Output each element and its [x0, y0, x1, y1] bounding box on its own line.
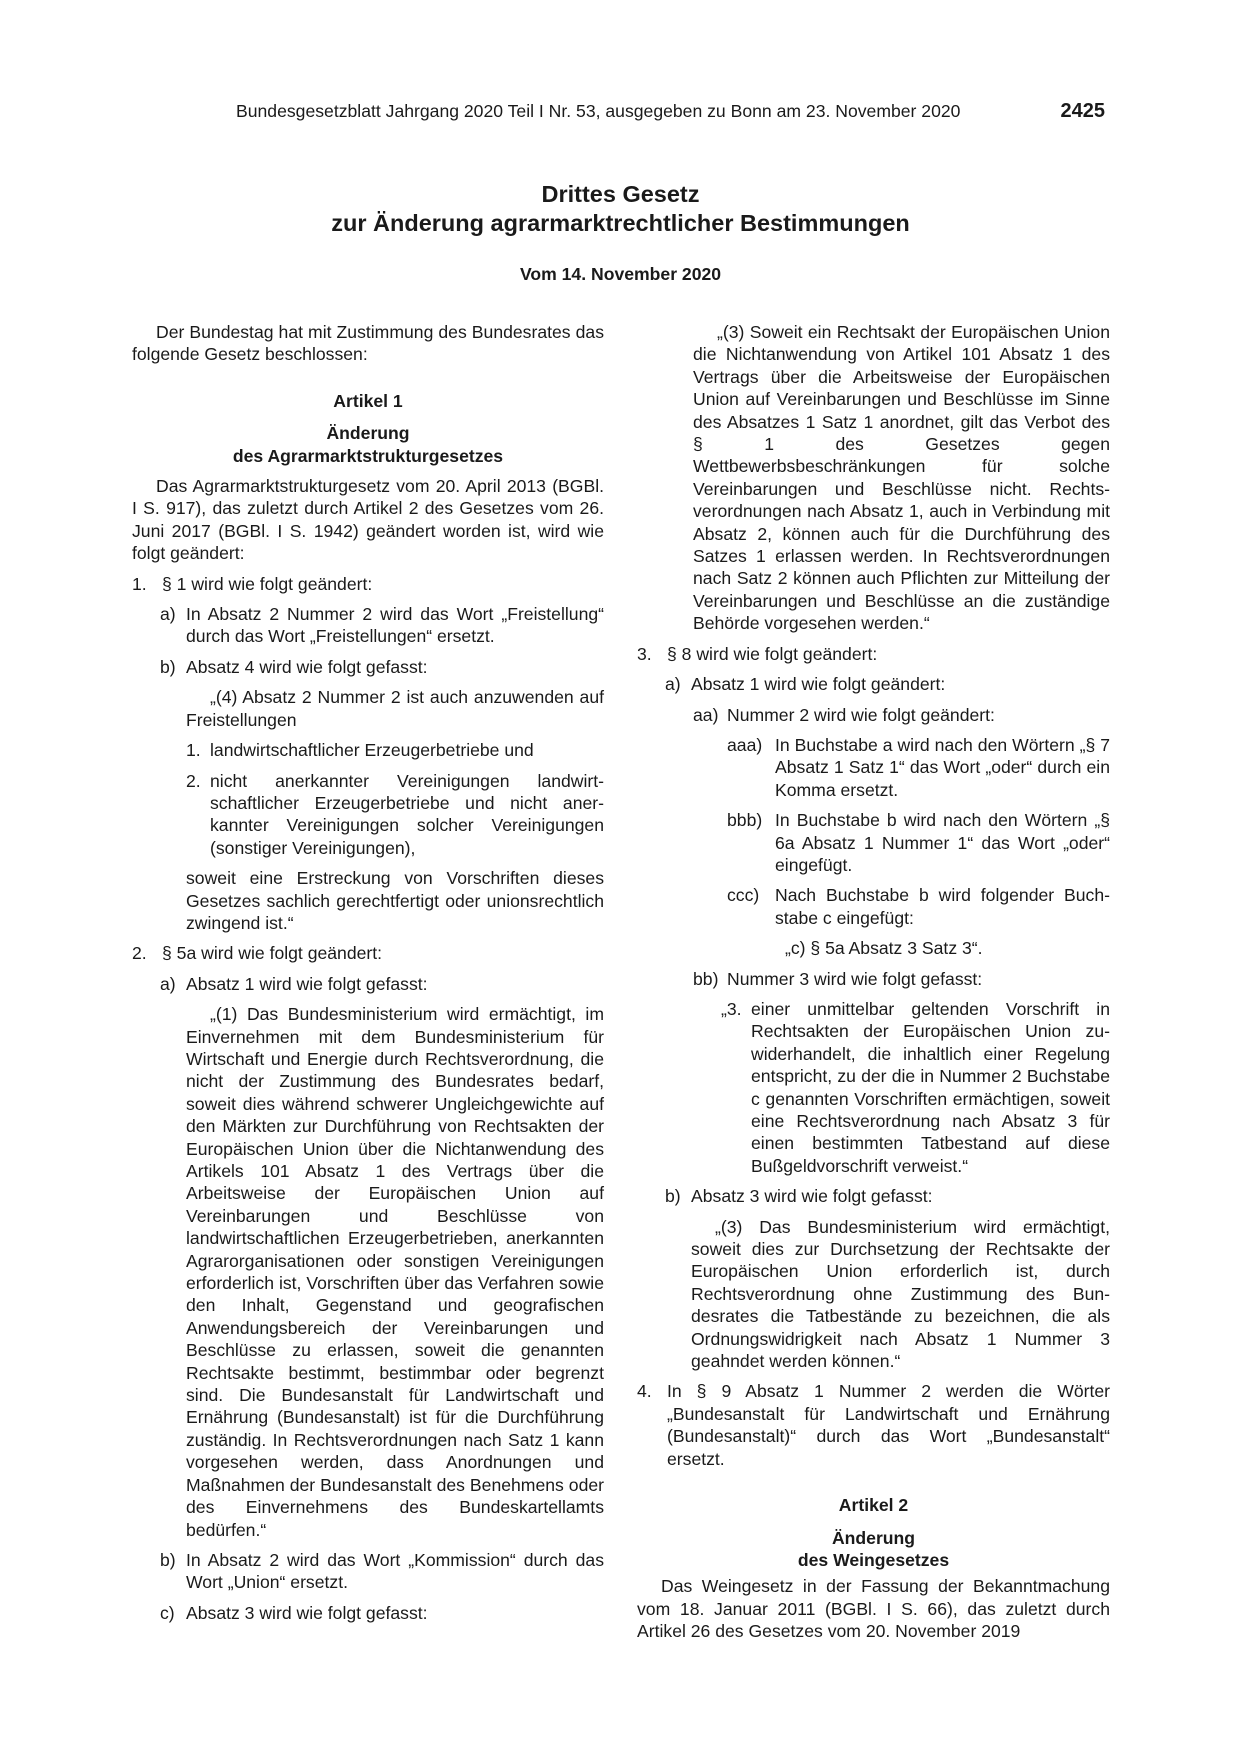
item-text: Nach Buchstabe b wird folgender Buchstabe c eingefügt: [775, 885, 1110, 928]
item-text: Absatz 1 wird wie folgt geändert: [691, 674, 946, 695]
article-1-number: Artikel 1 [333, 390, 403, 411]
list-item [637, 968, 1110, 990]
item-label: a) [160, 973, 176, 994]
article-2-title-line-1: Änderung [831, 1527, 916, 1548]
quoted-paragraph: „(1) Das Bundesministerium wird ermächtigt, im Einvernehmen mit dem Bundesministerium für Wirtschaft und Energie durch Rechtsverordnung, die nicht der Zustimmung des Bundesrates bedarf, soweit dies während schwerer Ungleichgewichte auf den Märkten zur Durchführung von Rechtsakten der Europäischen Union über die Nichtanwendung des Artikels 101 Absatz 1 des Vertrags über die Arbeitsweise der Europäischen Union auf Vereinbarungen und Beschlüsse von landwirtschaftlichen Erzeugerbetrieben, anerkannten Agrarorganisationen oder sonstigen Vereinigungen erforderlich ist, Vorschriften über das Verfahren sowie den Inhalt, Gegenstand und geografischen Anwendungsbereich der Vereinbarungen und Beschlüsse zu erlassen, soweit die genannten Rechtsakte bestimmt, bestimmbar oder begrenzt sind. Die Bundesanstalt für Landwirtschaft und Ernährung (Bundesanstalt) ist für die Durchführung zuständig. In Rechtsverordnungen nach Satz 1 kann vorgesehen werden, dass Anordnungen und Maßnahmen der Bundesanstalt des Benehmens oder des Einvernehmens des Bundeskartellamts bedürfen.“ [186, 1004, 604, 1540]
list-item [637, 1380, 1110, 1470]
article-1-title-line-1: Änderung [326, 423, 410, 444]
quoted-paragraph: „(3) Soweit ein Rechtsakt der Europäischen Union die Nichtanwendung von Artikel 101 Absatz 1 des Vertrags über die Arbeitsweise der Europäischen Union auf Vereinbarungen und Beschlüsse im Sinne des Absatzes 1 Satz 1 anordnet, gilt das Verbot des § 1 des Gesetzes gegen Wettbewerbsbeschränkungen für solche Vereinbarungen und Beschlüsse nicht. Rechtsverordnungen nach Absatz 1, auch in Verbindung mit Absatz 2, können auch für die Durchführung des Satzes 1 erlassen werden. In Rechtsverordnungen nach Satz 2 können auch Pflichten zur Mitteilung der Vereinbarungen und Beschlüsse an die zuständige Behörde vorgesehen werden.“ [693, 322, 1110, 634]
item-text: Nummer 2 wird wie folgt geändert: [727, 704, 995, 725]
law-title-block [0, 180, 1241, 285]
item-label: b) [160, 1549, 176, 1570]
item-text: § 8 wird wie folgt geändert: [667, 643, 878, 664]
list-item [186, 739, 604, 761]
quoted-line: „c) § 5a Absatz 3 Satz 3“. [785, 938, 983, 959]
item-label: aa) [693, 704, 719, 725]
item-label: „3. [721, 998, 742, 1019]
item-label: aaa) [727, 734, 763, 755]
item-text: In Absatz 2 wird das Wort „Kommission“ durch das Wort „Union“ ersetzt. [186, 1549, 604, 1593]
list-item [637, 704, 1110, 726]
item-label: ccc) [727, 885, 760, 906]
item-text: Absatz 4 wird wie folgt gefasst: [186, 656, 428, 677]
list-item [637, 673, 1110, 695]
item-text: In Absatz 2 Nummer 2 wird das Wort „Freistellung“ durch das Wort „Freistellungen“ ersetzt. [186, 604, 604, 647]
list-item [637, 1185, 1110, 1207]
item-text: In § 9 Absatz 1 Nummer 2 werden die Wörter „Bundesanstalt für Landwirtschaft und Ernährung (Bundesanstalt)“ durch das Wort „Bundesanstalt“ ersetzt. [667, 1381, 1110, 1469]
list-item [132, 1549, 604, 1594]
list-item [186, 770, 604, 860]
item-text: In Buchstabe b wird nach den Wörtern „§ 6a Absatz 1 Nummer 1“ das Wort „oder“ eingefügt. [775, 810, 1110, 875]
item-label: c) [160, 1602, 175, 1623]
list-item [132, 656, 604, 678]
item-text: Absatz 1 wird wie folgt gefasst: [186, 973, 428, 994]
preamble: Der Bundestag hat mit Zustimmung des Bundesrates das folgende Gesetz beschlossen: [132, 322, 604, 365]
article-1-title-line-2: des Agrarmarktstrukturgesetzes [232, 445, 504, 466]
law-title-line-1: Drittes Gesetz [541, 181, 700, 207]
item-label: 2. [132, 943, 147, 964]
item-label: 1. [132, 573, 147, 594]
item-text: landwirtschaftlicher Erzeugerbetriebe und [210, 740, 534, 761]
item-label: a) [160, 604, 176, 625]
item-label: bb) [693, 968, 719, 989]
item-text: einer unmittelbar geltenden Vorschrift in Rechtsakten der Europäischen Union zuwiderhandelt, die inhaltlich einer Regelung entspricht, zu der die in Nummer 2 Buchstabe c genannten Vorschriften ermächtigen, soweit eine Rechtsverordnung nach Absatz 3 für einen bestimmten Tatbestand auf diese Bußgeldvorschrift verweist.“ [751, 998, 1110, 1176]
article-2-title-line-2: des Weingesetzes [797, 1549, 950, 1570]
item-label: bbb) [727, 810, 763, 831]
article-2-number: Artikel 2 [838, 1495, 909, 1516]
list-item [132, 603, 604, 648]
item-label: 2. [186, 770, 201, 791]
left-column [132, 321, 604, 1624]
list-item [637, 884, 1110, 929]
article-2-intro: Das Weingesetz in der Fassung der Bekanntmachung vom 18. Januar 2011 (BGBl. I S. 66), das zuletzt durch Artikel 26 des Gesetzes vom 20. November 2019 [637, 1576, 1110, 1642]
item-text: Nummer 3 wird wie folgt gefasst: [727, 968, 983, 989]
list-item [637, 643, 1110, 665]
quoted-paragraph: „(3) Das Bundesministerium wird ermächtigt, soweit dies zur Durchsetzung der Rechtsakte der Europäischen Union erforderlich ist, durch Rechtsverordnung ohne Zustimmung des Bundesrates die Tatbestände zu bezeichnen, die als Ordnungswidrigkeit nach Absatz 1 Nummer 3 geahndet werden können.“ [691, 1216, 1110, 1372]
item-text: § 1 wird wie folgt geändert: [162, 573, 373, 594]
list-item [637, 734, 1110, 801]
right-column [637, 321, 1110, 1643]
item-label: 3. [637, 643, 652, 664]
item-label: b) [665, 1186, 681, 1207]
article-1-intro: Das Agrarmarktstrukturgesetz vom 20. April 2013 (BGBl. I S. 917), das zuletzt durch Artikel 2 des Gesetzes vom 26. Juni 2017 (BGBl. I S. 1942) geändert worden ist, wird wie folgt geändert: [132, 476, 604, 564]
item-text: nicht anerkannter Vereinigungen landwirtschaftlicher Erzeugerbetriebe und nicht anerkannter Vereinigungen solcher Vereinigungen (sonstiger Vereinigungen), [210, 770, 604, 858]
list-item [637, 809, 1110, 876]
law-date: Vom 14. November 2020 [519, 264, 722, 284]
item-label: 4. [637, 1381, 652, 1402]
page-number: 2425 [1060, 100, 1105, 122]
list-item [132, 942, 604, 964]
item-label: 1. [186, 740, 201, 761]
list-item [132, 1602, 604, 1624]
law-title-line-2: zur Änderung agrarmarktrechtlicher Bestimmungen [331, 210, 910, 236]
running-title: Bundesgesetzblatt Jahrgang 2020 Teil I Nr. 53, ausgegeben zu Bonn am 23. November 2020 [236, 101, 961, 121]
list-item [132, 573, 604, 595]
quoted-numbered-item [637, 998, 1110, 1177]
item-text: In Buchstabe a wird nach den Wörtern „§ 7 Absatz 1 Satz 1“ das Wort „oder“ durch ein Komma ersetzt. [775, 734, 1110, 800]
quoted-paragraph-tail: soweit eine Erstreckung von Vorschriften dieses Gesetzes sachlich gerechtfertigt oder unionsrechtlich zwingend ist.“ [186, 868, 604, 933]
item-label: a) [665, 674, 681, 695]
quoted-paragraph: „(4) Absatz 2 Nummer 2 ist auch anzuwenden auf Freistellungen [186, 687, 604, 730]
item-text: Absatz 3 wird wie folgt gefasst: [691, 1186, 933, 1207]
list-item [132, 973, 604, 995]
quoted-sub-list [132, 739, 604, 859]
item-text: § 5a wird wie folgt geändert: [162, 943, 383, 964]
running-header [236, 100, 1105, 123]
item-label: b) [160, 656, 176, 677]
item-text: Absatz 3 wird wie folgt gefasst: [186, 1602, 428, 1623]
